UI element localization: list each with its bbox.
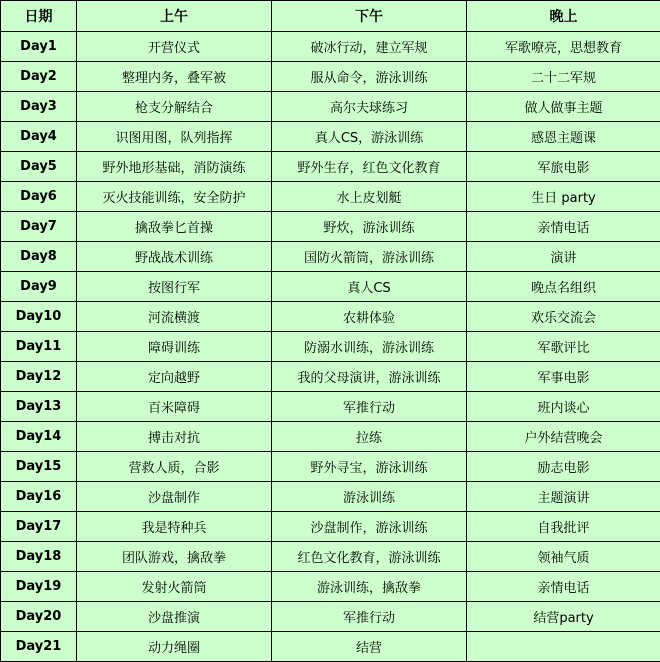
cell-afternoon: 拉练 <box>272 422 467 452</box>
cell-morning: 搏击对抗 <box>77 422 272 452</box>
cell-day: Day16 <box>1 482 77 512</box>
schedule-body <box>1 32 660 662</box>
cell-morning: 定向越野 <box>77 362 272 392</box>
cell-afternoon: 军推行动 <box>272 392 467 422</box>
cell-day: Day1 <box>1 32 77 62</box>
cell-morning: 枪支分解结合 <box>77 92 272 122</box>
table-row <box>1 182 660 212</box>
cell-day: Day14 <box>1 422 77 452</box>
cell-day: Day3 <box>1 92 77 122</box>
cell-morning: 整理内务，叠军被 <box>77 62 272 92</box>
cell-morning: 我是特种兵 <box>77 512 272 542</box>
cell-day: Day13 <box>1 392 77 422</box>
cell-evening: 军歌评比 <box>467 332 660 362</box>
cell-afternoon: 服从命令，游泳训练 <box>272 62 467 92</box>
table-row <box>1 542 660 572</box>
cell-evening: 二十二军规 <box>467 62 660 92</box>
cell-morning: 野外地形基础，消防演练 <box>77 152 272 182</box>
cell-afternoon: 沙盘制作，游泳训练 <box>272 512 467 542</box>
table-row <box>1 392 660 422</box>
cell-afternoon: 野炊，游泳训练 <box>272 212 467 242</box>
cell-day: Day4 <box>1 122 77 152</box>
cell-day: Day19 <box>1 572 77 602</box>
cell-day: Day15 <box>1 452 77 482</box>
table-row <box>1 482 660 512</box>
table-row <box>1 92 660 122</box>
cell-day: Day2 <box>1 62 77 92</box>
cell-morning: 百米障碍 <box>77 392 272 422</box>
cell-day: Day21 <box>1 632 77 662</box>
cell-evening: 演讲 <box>467 242 660 272</box>
cell-morning: 沙盘制作 <box>77 482 272 512</box>
cell-afternoon: 游泳训练 <box>272 482 467 512</box>
table-row <box>1 422 660 452</box>
table-row <box>1 32 660 62</box>
cell-day: Day7 <box>1 212 77 242</box>
cell-afternoon: 防溺水训练，游泳训练 <box>272 332 467 362</box>
cell-evening: 户外结营晚会 <box>467 422 660 452</box>
cell-day: Day10 <box>1 302 77 332</box>
cell-evening <box>467 632 660 662</box>
table-row <box>1 212 660 242</box>
cell-afternoon: 真人CS <box>272 272 467 302</box>
cell-evening: 自我批评 <box>467 512 660 542</box>
header-evening: 晚上 <box>467 1 660 32</box>
cell-evening: 励志电影 <box>467 452 660 482</box>
cell-morning: 识图用图，队列指挥 <box>77 122 272 152</box>
cell-evening: 做人做事主题 <box>467 92 660 122</box>
cell-afternoon: 军推行动 <box>272 602 467 632</box>
cell-day: Day8 <box>1 242 77 272</box>
cell-afternoon: 真人CS，游泳训练 <box>272 122 467 152</box>
cell-morning: 障碍训练 <box>77 332 272 362</box>
cell-day: Day17 <box>1 512 77 542</box>
cell-morning: 发射火箭筒 <box>77 572 272 602</box>
header-afternoon: 下午 <box>272 1 467 32</box>
cell-morning: 擒敌拳匕首操 <box>77 212 272 242</box>
cell-day: Day9 <box>1 272 77 302</box>
table-row <box>1 632 660 662</box>
table-row <box>1 452 660 482</box>
table-row <box>1 302 660 332</box>
cell-afternoon: 我的父母演讲，游泳训练 <box>272 362 467 392</box>
cell-afternoon: 水上皮划艇 <box>272 182 467 212</box>
cell-afternoon: 农耕体验 <box>272 302 467 332</box>
cell-afternoon: 破冰行动，建立军规 <box>272 32 467 62</box>
cell-morning: 河流横渡 <box>77 302 272 332</box>
header-day: 日期 <box>1 1 77 32</box>
table-row <box>1 332 660 362</box>
cell-evening: 亲情电话 <box>467 212 660 242</box>
table-row <box>1 122 660 152</box>
cell-day: Day6 <box>1 182 77 212</box>
table-row <box>1 602 660 632</box>
cell-evening: 主题演讲 <box>467 482 660 512</box>
cell-morning: 按图行军 <box>77 272 272 302</box>
cell-afternoon: 高尔夫球练习 <box>272 92 467 122</box>
table-row <box>1 152 660 182</box>
cell-afternoon: 游泳训练，擒敌拳 <box>272 572 467 602</box>
cell-evening: 欢乐交流会 <box>467 302 660 332</box>
table-row <box>1 362 660 392</box>
cell-evening: 班内谈心 <box>467 392 660 422</box>
header-morning: 上午 <box>77 1 272 32</box>
cell-day: Day18 <box>1 542 77 572</box>
cell-evening: 感恩主题课 <box>467 122 660 152</box>
cell-day: Day12 <box>1 362 77 392</box>
cell-evening: 军事电影 <box>467 362 660 392</box>
cell-evening: 领袖气质 <box>467 542 660 572</box>
table-row <box>1 62 660 92</box>
cell-morning: 营救人质，合影 <box>77 452 272 482</box>
cell-afternoon: 结营 <box>272 632 467 662</box>
cell-morning: 团队游戏，擒敌拳 <box>77 542 272 572</box>
table-row <box>1 242 660 272</box>
schedule-header <box>1 1 660 32</box>
cell-afternoon: 红色文化教育，游泳训练 <box>272 542 467 572</box>
header-row <box>1 1 660 32</box>
table-row <box>1 512 660 542</box>
cell-evening: 生日 party <box>467 182 660 212</box>
cell-evening: 亲情电话 <box>467 572 660 602</box>
cell-morning: 沙盘推演 <box>77 602 272 632</box>
cell-day: Day20 <box>1 602 77 632</box>
cell-afternoon: 野外生存，红色文化教育 <box>272 152 467 182</box>
cell-morning: 灭火技能训练，安全防护 <box>77 182 272 212</box>
cell-morning: 开营仪式 <box>77 32 272 62</box>
table-row <box>1 272 660 302</box>
cell-evening: 军旅电影 <box>467 152 660 182</box>
table-row <box>1 572 660 602</box>
cell-afternoon: 野外寻宝，游泳训练 <box>272 452 467 482</box>
cell-day: Day5 <box>1 152 77 182</box>
cell-morning: 野战战术训练 <box>77 242 272 272</box>
cell-afternoon: 国防火箭筒，游泳训练 <box>272 242 467 272</box>
cell-morning: 动力绳圈 <box>77 632 272 662</box>
cell-day: Day11 <box>1 332 77 362</box>
cell-evening: 结营party <box>467 602 660 632</box>
cell-evening: 军歌嘹亮，思想教育 <box>467 32 660 62</box>
cell-evening: 晚点名组织 <box>467 272 660 302</box>
